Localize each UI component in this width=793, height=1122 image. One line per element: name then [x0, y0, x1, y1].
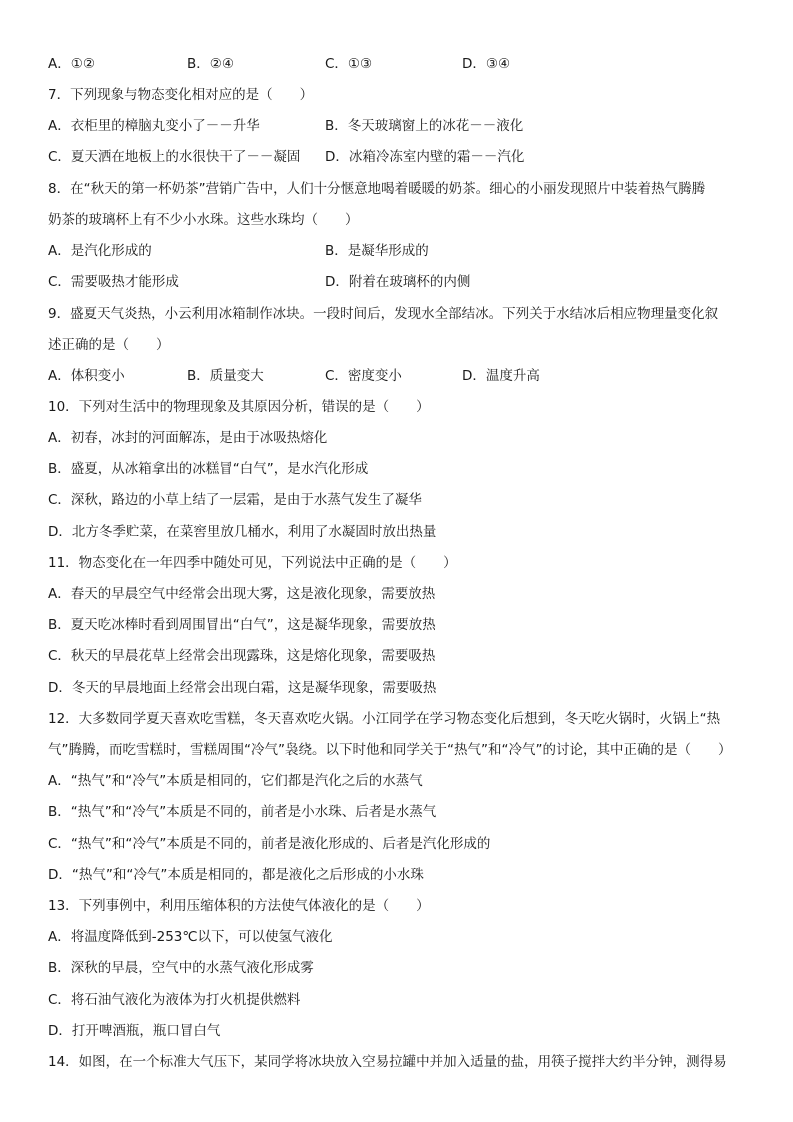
q8-stem-line2: 奶茶的玻璃杯上有不少小水珠。这些水珠均（ ）: [48, 212, 359, 228]
q7-stem: 7．下列现象与物态变化相对应的是（ ）: [48, 87, 314, 103]
q8-option-a: A．是汽化形成的: [48, 243, 152, 259]
q8-stem-line1: 8．在“秋天的第一杯奶茶”营销广告中，人们十分惬意地喝着暖暖的奶茶。细心的小丽发现照片中装着热气腾腾: [48, 181, 706, 197]
q9-option-c: C．密度变小: [325, 368, 402, 384]
q10-stem: 10．下列对生活中的物理现象及其原因分析，错误的是（ ）: [48, 399, 430, 415]
q8-option-b: B．是凝华形成的: [325, 243, 429, 259]
q11-option-c: C．秋天的早晨花草上经常会出现露珠，这是熔化现象，需要吸热: [48, 648, 436, 664]
q12-stem-line1: 12．大多数同学夏天喜欢吃雪糕，冬天喜欢吃火锅。小江同学在学习物态变化后想到，冬天吃火锅时，火锅上“热: [48, 711, 721, 727]
q13-stem: 13．下列事例中，利用压缩体积的方法使气体液化的是（ ）: [48, 898, 430, 914]
q12-option-d: D．“热气”和“冷气”本质是相同的，都是液化之后形成的小水珠: [48, 867, 424, 883]
q8-options-row2: [48, 271, 768, 293]
q12-option-a: A．“热气”和“冷气”本质是相同的，它们都是汽化之后的水蒸气: [48, 773, 423, 789]
q12-option-b: B．“热气”和“冷气”本质是不同的，前者是小水珠、后者是水蒸气: [48, 804, 437, 820]
q12-option-c: C．“热气”和“冷气”本质是不同的，前者是液化形成的、后者是汽化形成的: [48, 836, 491, 852]
q13-option-b: B．深秋的早晨，空气中的水蒸气液化形成雾: [48, 960, 314, 976]
q10-option-b: B．盛夏，从冰箱拿出的冰糕冒“白气”，是水汽化形成: [48, 461, 369, 477]
q8-option-d: D．附着在玻璃杯的内侧: [325, 274, 471, 290]
q9-option-a: A．体积变小: [48, 368, 125, 384]
q13-option-c: C．将石油气液化为液体为打火机提供燃料: [48, 992, 301, 1008]
q14-stem-line1: 14．如图，在一个标准大气压下，某同学将冰块放入空易拉罐中并加入适量的盐，用筷子搅拌大约半分钟，测得易: [48, 1054, 727, 1070]
q10-option-c: C．深秋，路边的小草上结了一层霜，是由于水蒸气发生了凝华: [48, 492, 422, 508]
q9-stem-line2: 述正确的是（ ）: [48, 337, 170, 353]
q6-option-a: A．①②: [48, 56, 95, 72]
q9-option-b: B．质量变大: [187, 368, 264, 384]
q9-stem-line1: 9．盛夏天气炎热，小云利用冰箱制作冰块。一段时间后，发现水全部结冰。下列关于水结冰后相应物理量变化叙: [48, 306, 719, 322]
q7-option-b: B．冬天玻璃窗上的冰花－－液化: [325, 118, 524, 134]
q9-options: [48, 365, 768, 387]
q6-options: [48, 53, 768, 75]
q7-option-c: C．夏天洒在地板上的水很快干了－－凝固: [48, 149, 301, 165]
q7-options-row1: [48, 115, 768, 137]
q11-option-d: D．冬天的早晨地面上经常会出现白霜，这是凝华现象，需要吸热: [48, 680, 437, 696]
q13-option-d: D．打开啤酒瓶，瓶口冒白气: [48, 1023, 221, 1039]
q11-stem: 11．物态变化在一年四季中随处可见，下列说法中正确的是（ ）: [48, 555, 457, 571]
q11-option-a: A．春天的早晨空气中经常会出现大雾，这是液化现象，需要放热: [48, 586, 436, 602]
q10-option-a: A．初春，冰封的河面解冻，是由于冰吸热熔化: [48, 430, 328, 446]
q10-option-d: D．北方冬季贮菜，在菜窖里放几桶水，利用了水凝固时放出热量: [48, 524, 437, 540]
q8-option-c: C．需要吸热才能形成: [48, 274, 179, 290]
q13-option-a: A．将温度降低到-253℃以下，可以使氢气液化: [48, 929, 333, 945]
q12-stem-line2: 气”腾腾，而吃雪糕时，雪糕周围“冷气”袅绕。以下时他和同学关于“热气”和“冷气”的讨论，其中正确的是（ ）: [48, 742, 732, 758]
q6-option-d: D．③④: [462, 56, 511, 72]
q11-option-b: B．夏天吃冰棒时看到周围冒出“白气”，这是凝华现象，需要放热: [48, 617, 436, 633]
q7-option-a: A．衣柜里的樟脑丸变小了－－升华: [48, 118, 260, 134]
q6-option-c: C．①③: [325, 56, 373, 72]
q8-options-row1: [48, 240, 768, 262]
q6-option-b: B．②④: [187, 56, 234, 72]
q7-option-d: D．冰箱冷冻室内壁的霜－－汽化: [325, 149, 525, 165]
q7-options-row2: [48, 146, 768, 168]
q9-option-d: D．温度升高: [462, 368, 540, 384]
